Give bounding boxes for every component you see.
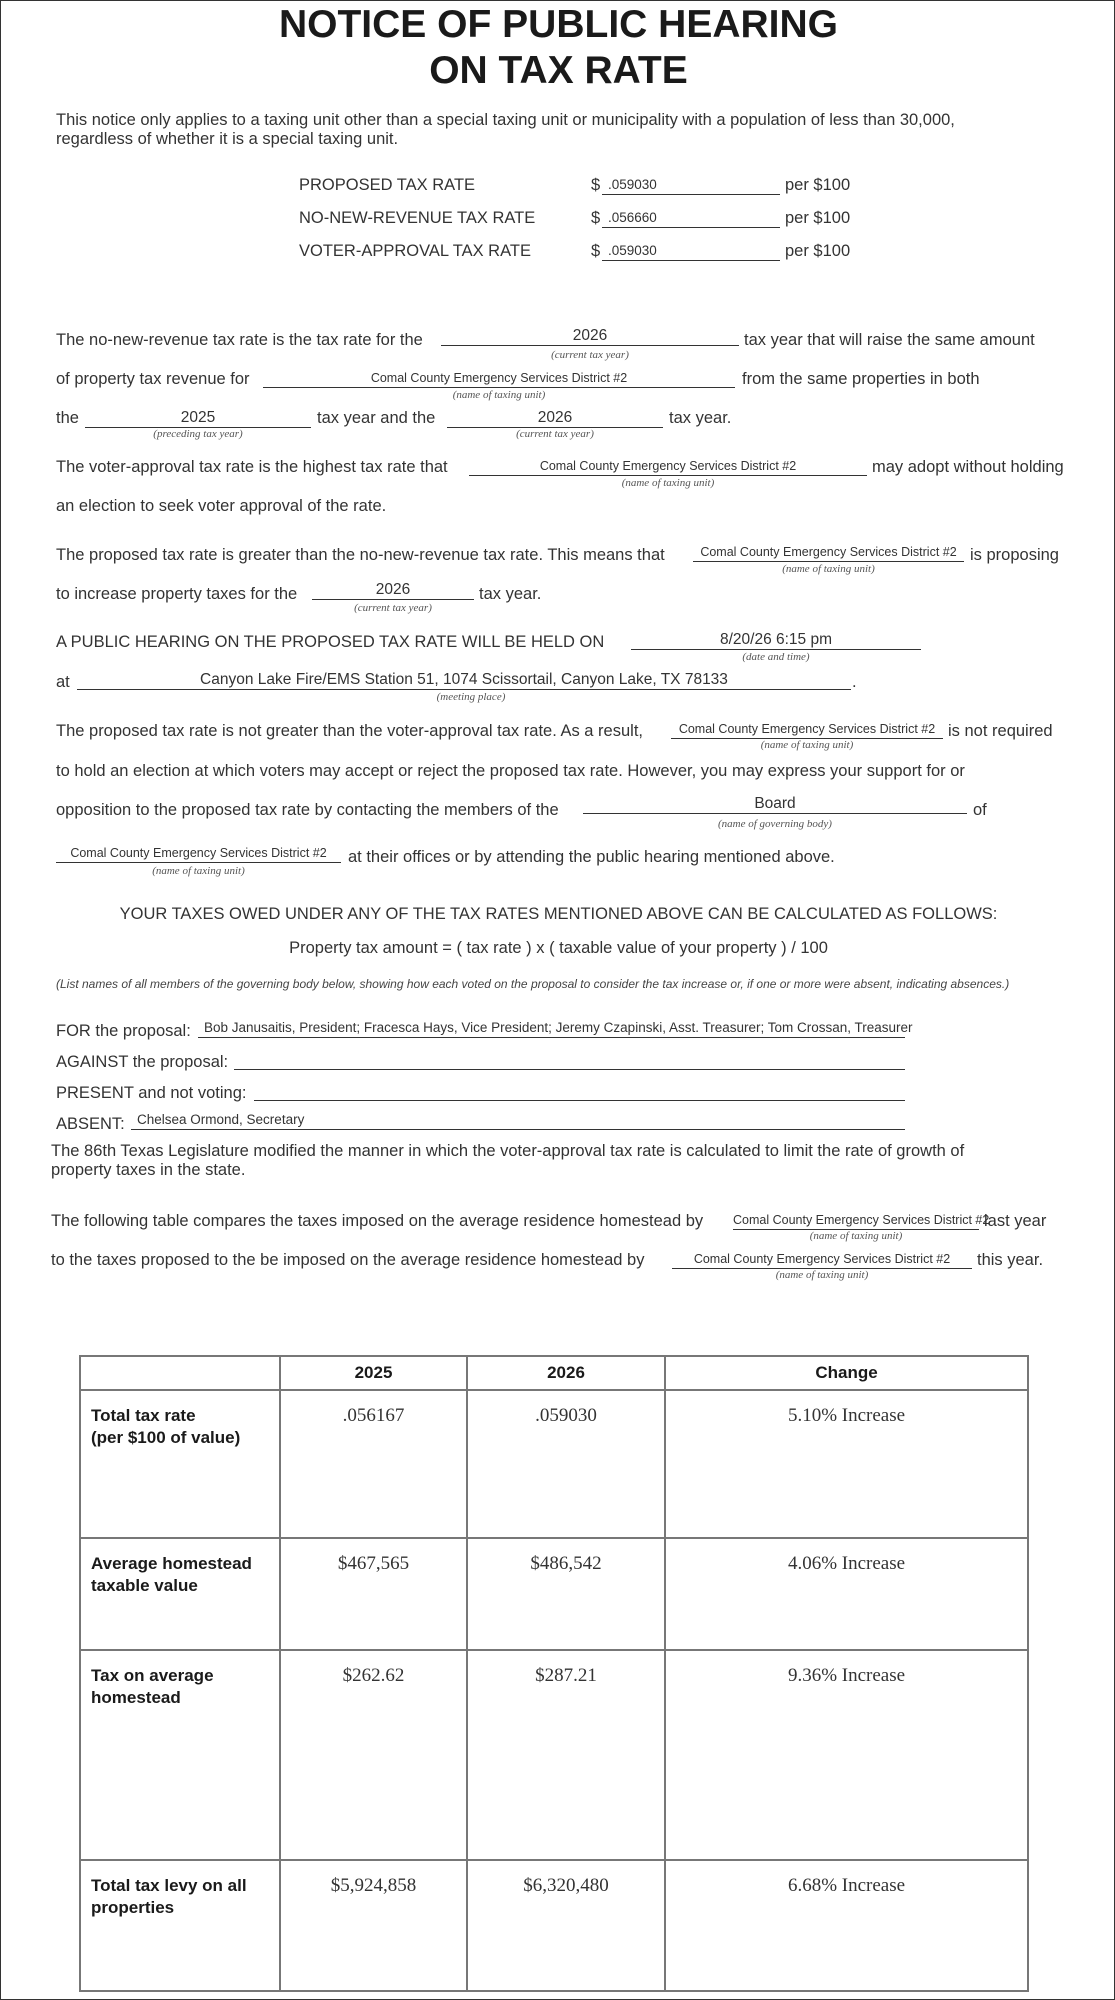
hearing-at: at [56,673,70,691]
calc-heading: YOUR TAXES OWED UNDER ANY OF THE TAX RATES MENTIONED ABOVE CAN BE CALCULATED AS FOLLOWS: [119,905,998,923]
table-header-change: Change [665,1356,1028,1390]
nnr-current-year: 2026 [441,327,739,346]
caption-taxing-unit: (name of taxing unit) [452,389,546,401]
nnr-text-2: tax year that will raise the same amount [744,331,1035,349]
cell-change: 5.10% Increase [665,1390,1028,1538]
cell-2026: .059030 [467,1390,665,1538]
proposed-rate-unit: per $100 [785,176,851,194]
prop-text-1: The proposed tax rate is greater than the no-new-revenue tax rate. This means that [56,546,665,564]
caption-date-time: (date and time) [742,651,810,663]
notgreater-taxing-unit-2: Comal County Emergency Services District #2 [56,844,341,863]
caption-taxing-unit-4: (name of taxing unit) [760,739,854,751]
compare-text-1: The following table compares the taxes imposed on the average residence homestead by [51,1212,704,1230]
caption-meeting-place: (meeting place) [436,691,506,703]
prop-taxing-unit: Comal County Emergency Services District #2 [693,543,964,562]
table-header-2026: 2026 [467,1356,665,1390]
caption-current-year: (current tax year) [551,349,629,361]
prop-text-2: is proposing [970,546,1059,564]
cell-2026: $486,542 [467,1538,665,1650]
caption-taxing-unit-3: (name of taxing unit) [782,563,875,575]
cell-change: 4.06% Increase [665,1538,1028,1650]
row-label-line2: taxable value [91,1576,198,1595]
row-label-line2: properties [91,1898,175,1917]
compare-text-4: this year. [977,1251,1044,1269]
hearing-text: A PUBLIC HEARING ON THE PROPOSED TAX RATE WILL BE HELD ON [56,633,605,651]
notice-title-line1: NOTICE OF PUBLIC HEARING [278,3,838,46]
nnr-current-year-2: 2026 [447,409,663,428]
vote-for-value: Bob Janusaitis, President; Fracesca Hays, Vice President; Jeremy Czapinski, Asst. Treasurer; Tom Crossan, Treasurer [198,1019,905,1038]
caption-governing-body: (name of governing body) [718,818,832,830]
vote-against-label: AGAINST the proposal: [56,1053,229,1071]
cell-2025: .056167 [280,1390,467,1538]
caption-taxing-unit-7: (name of taxing unit) [775,1269,869,1281]
row-label-line2: (per $100 of value) [91,1428,241,1447]
row-label [80,1860,280,1991]
prop-current-year: 2026 [312,581,474,600]
table-row [80,1650,1028,1860]
row-label [80,1390,280,1538]
nnr-rate-label: NO-NEW-REVENUE TAX RATE [299,209,536,227]
compare-text-2: last year [984,1212,1047,1230]
table-header-2025: 2025 [280,1356,467,1390]
notice-title-line2: ON TAX RATE [429,49,688,92]
vote-present-value [254,1082,905,1101]
nnr-text-6: tax year and the [317,409,436,427]
notgreater-text-6: at their offices or by attending the public hearing mentioned above. [348,848,835,866]
table-row [80,1538,1028,1650]
cell-2025: $262.62 [280,1650,467,1860]
nnr-text-1: The no-new-revenue tax rate is the tax rate for the [56,331,423,349]
governing-body-name: Board [583,795,967,814]
nnr-text-3: of property tax revenue for [56,370,250,388]
va-taxing-unit: Comal County Emergency Services District #2 [469,457,867,476]
table-header-blank [80,1356,280,1390]
intro-text: This notice only applies to a taxing unit other than a special taxing unit or municipality with a population of less than 30,000, regardless of whether it is a special taxing unit. [56,111,955,148]
nnr-text-7: tax year. [669,409,732,427]
vote-absent-label: ABSENT: [56,1115,125,1133]
prop-text-4: tax year. [479,585,542,603]
cell-2026: $6,320,480 [467,1860,665,1991]
nnr-rate-unit: per $100 [785,209,851,227]
proposed-rate-value: .059030 [602,176,780,195]
va-rate-currency: $ [591,242,601,260]
caption-current-year-2: (current tax year) [516,428,594,440]
va-rate-unit: per $100 [785,242,851,260]
notgreater-taxing-unit: Comal County Emergency Services District #2 [671,720,943,739]
hearing-datetime: 8/20/26 6:15 pm [631,631,921,650]
compare-text-3: to the taxes proposed to the be imposed on the average residence homestead by [51,1251,645,1269]
nnr-taxing-unit: Comal County Emergency Services District #2 [263,369,735,388]
vote-for-label: FOR the proposal: [56,1022,191,1040]
caption-preceding-year: (preceding tax year) [153,428,243,440]
cell-2026: $287.21 [467,1650,665,1860]
comparison-table [79,1355,1029,1992]
nnr-text-4: from the same properties in both [742,370,980,388]
prop-text-3: to increase property taxes for the [56,585,298,603]
row-label-line1: Average homestead [91,1554,252,1573]
notgreater-text-2: is not required [948,722,1053,740]
proposed-rate-label: PROPOSED TAX RATE [299,176,476,194]
caption-taxing-unit-5: (name of taxing unit) [152,865,245,877]
caption-current-year-3: (current tax year) [354,602,432,614]
notgreater-text-1: The proposed tax rate is not greater than the voter-approval tax rate. As a result, [56,722,643,740]
vote-absent-value: Chelsea Ormond, Secretary [131,1111,905,1130]
va-text-3: an election to seek voter approval of the rate. [56,497,387,515]
cell-change: 6.68% Increase [665,1860,1028,1991]
row-label-line1: Tax on average [91,1666,214,1685]
cell-change: 9.36% Increase [665,1650,1028,1860]
hearing-place: Canyon Lake Fire/EMS Station 51, 1074 Scissortail, Canyon Lake, TX 78133 [77,671,851,690]
table-header-row [80,1356,1028,1390]
nnr-rate-value: .056660 [602,209,780,228]
nnr-rate-currency: $ [591,209,601,227]
caption-taxing-unit-2: (name of taxing unit) [621,477,715,489]
compare-taxing-unit-1: Comal County Emergency Services District #2 [733,1211,979,1230]
legislature-text: The 86th Texas Legislature modified the manner in which the voter-approval tax rate is calculated to limit the rate of growth of property taxes in the state. [51,1142,965,1179]
cell-2025: $467,565 [280,1538,467,1650]
nnr-text-5: the [56,409,79,427]
proposed-rate-currency: $ [591,176,601,194]
notgreater-text-4: opposition to the proposed tax rate by contacting the members of the [56,801,559,819]
caption-taxing-unit-6: (name of taxing unit) [809,1230,903,1242]
vote-against-value [234,1051,905,1070]
nnr-preceding-year: 2025 [85,409,311,428]
row-label-line1: Total tax levy on all [91,1876,247,1895]
cell-2025: $5,924,858 [280,1860,467,1991]
notgreater-text-3: to hold an election at which voters may accept or reject the proposed tax rate. However, you may express your support for or [56,762,965,780]
row-label [80,1650,280,1860]
notgreater-text-5: of [973,801,987,819]
hearing-period: . [852,673,857,691]
table-row [80,1390,1028,1538]
calc-formula: Property tax amount = ( tax rate ) x ( taxable value of your property ) / 100 [289,939,828,957]
va-rate-label: VOTER-APPROVAL TAX RATE [299,242,531,260]
va-text-1: The voter-approval tax rate is the highest tax rate that [56,458,448,476]
table-row [80,1860,1028,1991]
members-note: (List names of all members of the governing body below, showing how each voted on the proposal to consider the tax increase or, if one or more were absent, indicating absences.) [56,977,1010,991]
vote-present-label: PRESENT and not voting: [56,1084,247,1102]
compare-taxing-unit-2: Comal County Emergency Services District #2 [672,1250,972,1269]
row-label-line2: homestead [91,1688,181,1707]
va-rate-value: .059030 [602,242,780,261]
row-label [80,1538,280,1650]
row-label-line1: Total tax rate [91,1406,196,1425]
va-text-2: may adopt without holding [872,458,1064,476]
